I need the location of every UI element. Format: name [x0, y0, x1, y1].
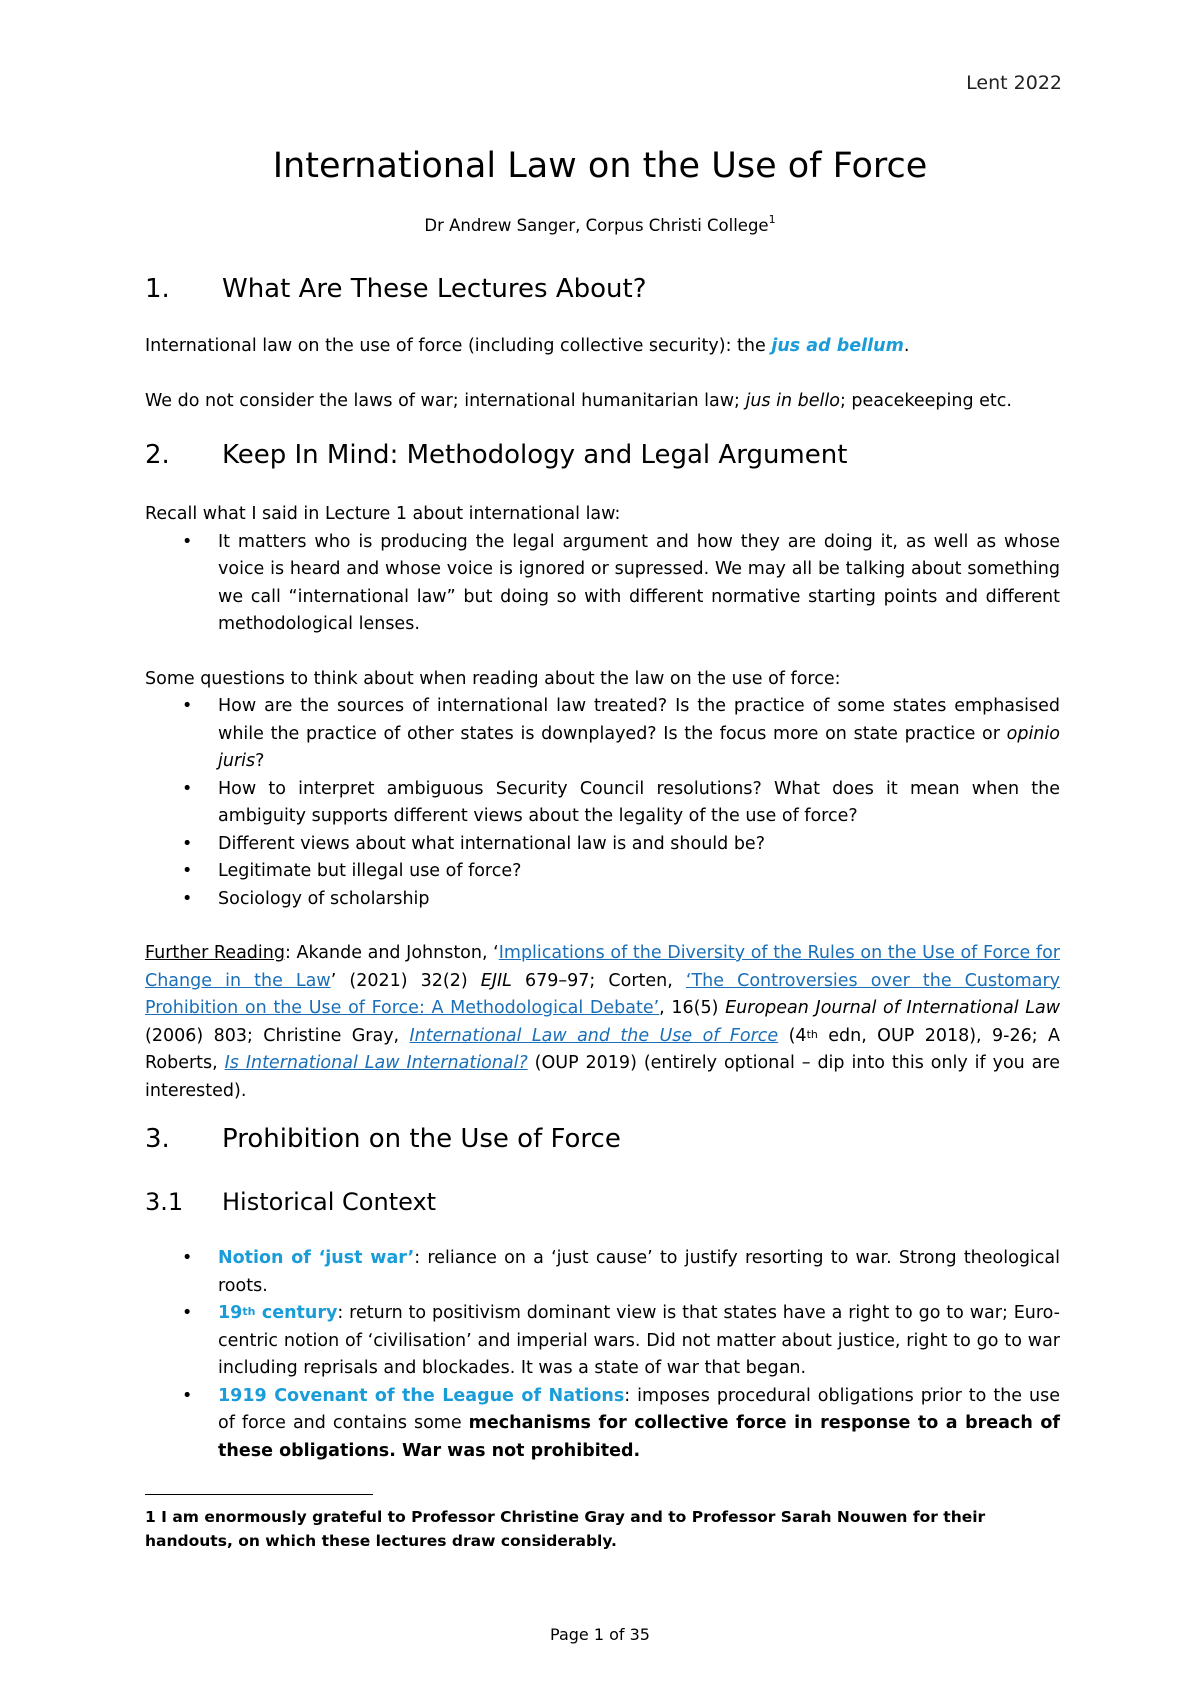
text: : imposes procedural obligations prior to the use of force and contains some [218, 1385, 1060, 1433]
text: Different views about what international law is and should be? [218, 833, 765, 854]
subsection-title: Historical Context [222, 1188, 437, 1216]
section-number: 3. [145, 1124, 170, 1154]
journal-name: European Journal of International Law [725, 998, 1061, 1018]
text: : reliance on a ‘just cause’ to justify resorting to war. Strong theological roots. [218, 1248, 1060, 1296]
bullet-icon: • [182, 696, 193, 716]
text: : return to positivism dominant view is that states have a right to go to war; Euro-centric notion of ‘civilisation’ and imperial wars. Did not matter about justice, right to go to war including reprisals and blockades. It was a state of war that began. [218, 1303, 1061, 1378]
text: How to interpret ambiguous Security Council resolutions? What does it mean when the ambiguity supports different views about the legality of the use of force? [218, 778, 1060, 826]
author-name: Dr Andrew Sanger, Corpus Christi College [424, 216, 769, 235]
reading-link-gray[interactable]: International Law and the Use of Force [409, 1025, 779, 1046]
document-title: International Law on the Use of Force [272, 146, 928, 186]
author-line [0, 213, 1200, 235]
term-label: Notion of ‘just war’ [218, 1248, 415, 1268]
text: (OUP 2019) (entirely optional – dip into this only if you are interested). [145, 1053, 1060, 1101]
reading-link-akande[interactable]: Implications of the Diversity of the Rules on the Use of Force for Change in the Law [145, 943, 1060, 991]
paragraph: Recall what I said in Lecture 1 about international law: [145, 504, 621, 524]
text: Legitimate but illegal use of force? [218, 861, 522, 881]
paragraph [145, 388, 1060, 416]
emphasis-term: jus in bello [745, 390, 840, 411]
footnote-marker[interactable]: 1 [768, 213, 776, 226]
bold-text: mechanisms for collective force in response to a breach of these obligations. War was not prohibited. [218, 1413, 1060, 1461]
list-item [145, 831, 1060, 859]
subsection-3-1-heading [145, 1188, 436, 1216]
subsection-number: 3.1 [145, 1188, 184, 1216]
list-item [145, 858, 1060, 886]
bullet-list [145, 529, 1060, 639]
text: , 16(5) [659, 998, 726, 1018]
section-title: Keep In Mind: Methodology and Legal Argument [222, 440, 848, 470]
text: We do not consider the laws of war; international humanitarian law; [145, 390, 746, 411]
term-label [218, 1303, 337, 1323]
term-label: 1919 Covenant of the League of Nations [218, 1385, 625, 1406]
section-1-body [145, 333, 1060, 415]
text: Sociology of scholarship [218, 888, 430, 909]
paragraph: Some questions to think about when reading about the law on the use of force: [145, 668, 841, 689]
header-term: Lent 2022 [966, 72, 1062, 94]
section-3-body [145, 1245, 1060, 1465]
paragraph [145, 333, 1060, 361]
list-item [145, 693, 1060, 776]
bullet-icon: • [182, 778, 193, 799]
journal-name: EJIL [480, 970, 512, 991]
text: 679–97; Corten, [511, 970, 686, 991]
text: How are the sources of international law treated? Is the practice of some states emphasised while the practice of other states is downplayed? Is the focus more on state practice or [218, 696, 1060, 744]
list-item [145, 1383, 1060, 1466]
bullet-list [145, 693, 1060, 913]
text: (2006) 803; Christine Gray, [145, 1025, 410, 1046]
further-reading-label: Further Reading [145, 943, 285, 963]
reading-link-corten[interactable]: ‘The Controversies over the Customary Prohibition on the Use of Force: A Methodological Debate’ [145, 970, 1060, 1018]
text: ? [255, 751, 265, 771]
section-title: What Are These Lectures About? [222, 274, 647, 304]
section-2-body [145, 501, 1060, 1105]
bullet-icon: • [182, 1248, 193, 1268]
text: : Akande and Johnston, ‘ [284, 943, 499, 963]
bullet-icon: • [182, 1303, 193, 1323]
superscript: th [806, 1027, 818, 1041]
section-number: 1. [145, 274, 170, 304]
emphasis-term: jus ad bellum [771, 336, 904, 356]
emphasis-term: opinio juris [218, 723, 1060, 771]
bullet-icon: • [182, 861, 193, 881]
section-number: 2. [145, 440, 170, 470]
page-number: Page 1 of 35 [550, 1625, 650, 1644]
section-3-heading [145, 1124, 621, 1154]
superscript: th [242, 1305, 256, 1318]
list-item [145, 529, 1060, 639]
section-1-heading [145, 274, 647, 304]
text: 19 [218, 1303, 243, 1323]
section-2-heading [145, 440, 847, 470]
text: It matters who is producing the legal argument and how they are doing it, as well as whose voice is heard and whose voice is ignored or supressed. We may all be talking about something we call “international law” but doing so with different normative starting points and different methodological lenses. [218, 531, 1060, 634]
footnote: 1 I am enormously grateful to Professor Christine Gray and to Professor Sarah Nouwen for their handouts, on which these lectures draw considerably. [145, 1508, 986, 1550]
bullet-icon: • [182, 1385, 193, 1406]
footnote-separator [145, 1494, 373, 1495]
bullet-icon: • [182, 833, 193, 854]
list-item [145, 886, 1060, 914]
text: (4 [778, 1025, 807, 1046]
text: ; peacekeeping etc. [839, 390, 1012, 411]
bullet-icon: • [182, 531, 193, 552]
text: century [255, 1303, 338, 1323]
list-item [145, 776, 1060, 831]
text: International law on the use of force (including collective security): the [145, 336, 772, 356]
list-item [145, 1245, 1060, 1300]
bullet-icon: • [182, 888, 193, 909]
list-item [145, 1300, 1060, 1383]
text: edn, OUP 2018), 9-26; A Roberts, [145, 1025, 1060, 1073]
text: ’ (2021) 32(2) [330, 970, 481, 991]
bullet-list [145, 1245, 1060, 1465]
text: . [903, 336, 910, 356]
reading-link-roberts[interactable]: Is International Law International? [224, 1053, 528, 1073]
section-title: Prohibition on the Use of Force [222, 1124, 621, 1154]
further-reading [145, 940, 1060, 1105]
